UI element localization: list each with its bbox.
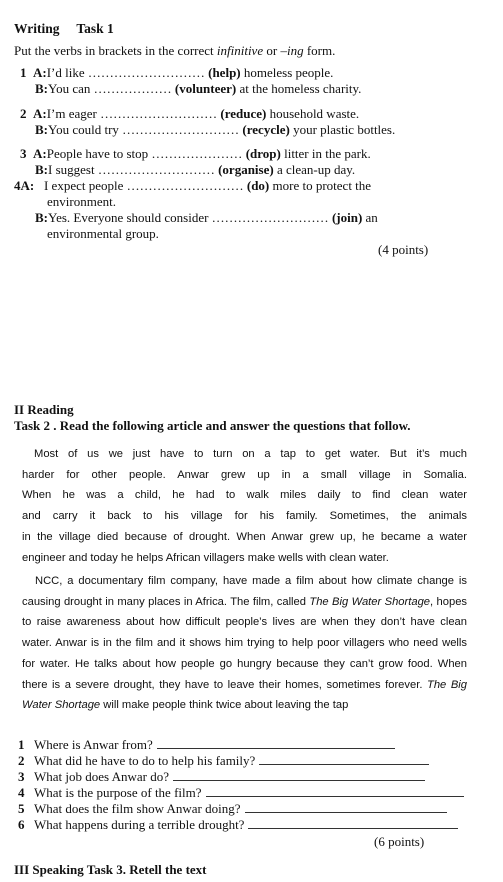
question-5: 5 What does the film show Anwar doing? [18,801,447,817]
item-2-b: B:You could try ……………………… (recycle) your plastic bottles. [35,122,396,137]
reading-paragraph-2: NCC, a documentary film company, have made a film about how climate change is causing drought in many places in Africa. The film, called The Big Water Shortage, hopes to raise awareness about how difficult people’s lives are when they don’t have clean water. Anwar is in the film and it shows him trying to help poor villagers who need wells for water. He talks about how people go hungry because they can’t grow food. When there is a severe drought, they have to leave their homes, sometimes forever. The Big Water Shortage will make people think twice about leaving the tap [22,575,468,712]
item-3-a: 3 A:People have to stop ………………… (drop) litter in the park. [20,146,371,161]
answer-blank[interactable] [206,786,464,797]
question-2: 2 What did he have to do to help his family? [18,753,429,769]
p1-line: engineer and today he helps African villagers make wells with clean water. [22,551,389,564]
question-6: 6 What happens during a terrible drought? [18,817,458,833]
task1-label: Task 1 [76,21,114,36]
item-4-b-cont: environmental group. [47,226,159,241]
speaking-heading: III Speaking Task 3. Retell the text [14,862,207,877]
reading-paragraph-1 [22,444,467,568]
writing-title: Writing [14,21,60,36]
reading-points: (6 points) [374,834,425,849]
answer-blank[interactable] [173,770,425,781]
p1-line: Most of us we just have to turn on a tap to get water. But it’s much [34,448,467,460]
p1-line: in the village died because of drought. When Anwar grew up, he became a water [22,530,467,543]
item-1-a: 1 A:I’d like ……………………… (help) homeless people. [20,65,334,80]
answer-blank[interactable] [157,738,395,749]
answer-blank[interactable] [259,754,429,765]
film-title: The Big Water Shortage [22,678,467,712]
item-4-a-cont: environment. [47,194,116,209]
question-4: 4 What is the purpose of the film? [18,785,464,801]
film-title: The Big Water Shortage [309,595,431,608]
item-3-b: B:I suggest ……………………… (organise) a clean-up day. [35,162,356,177]
item-4-a: 4A: I expect people ……………………… (do) more to protect the [14,178,372,193]
item-1-b: B:You can ……………… (volunteer) at the homeless charity. [35,81,362,96]
item-4-b: B:Yes. Everyone should consider ……………………… (join) an [35,210,378,225]
item-2-a: 2 A:I’m eager ……………………… (reduce) household waste. [20,106,360,121]
p1-line: When he was a child, he had to walk miles daily to find clean water [22,489,467,502]
question-1: 1 Where is Anwar from? [18,737,395,753]
answer-blank[interactable] [245,802,447,813]
p1-line: and carry it back to his village for his family. Sometimes, the animals [22,510,467,523]
p1-line: harder for other people. Anwar grew up in a small village in Somalia. [22,468,467,481]
question-3: 3 What job does Anwar do? [18,769,425,785]
reading-heading: II Reading [14,402,74,417]
writing-instruction: Put the verbs in brackets in the correct infinitive or –ing form. [14,43,336,58]
reading-task: Task 2 . Read the following article and answer the questions that follow. [14,418,411,433]
writing-heading [14,21,114,37]
writing-points: (4 points) [378,242,429,257]
answer-blank[interactable] [248,818,458,829]
